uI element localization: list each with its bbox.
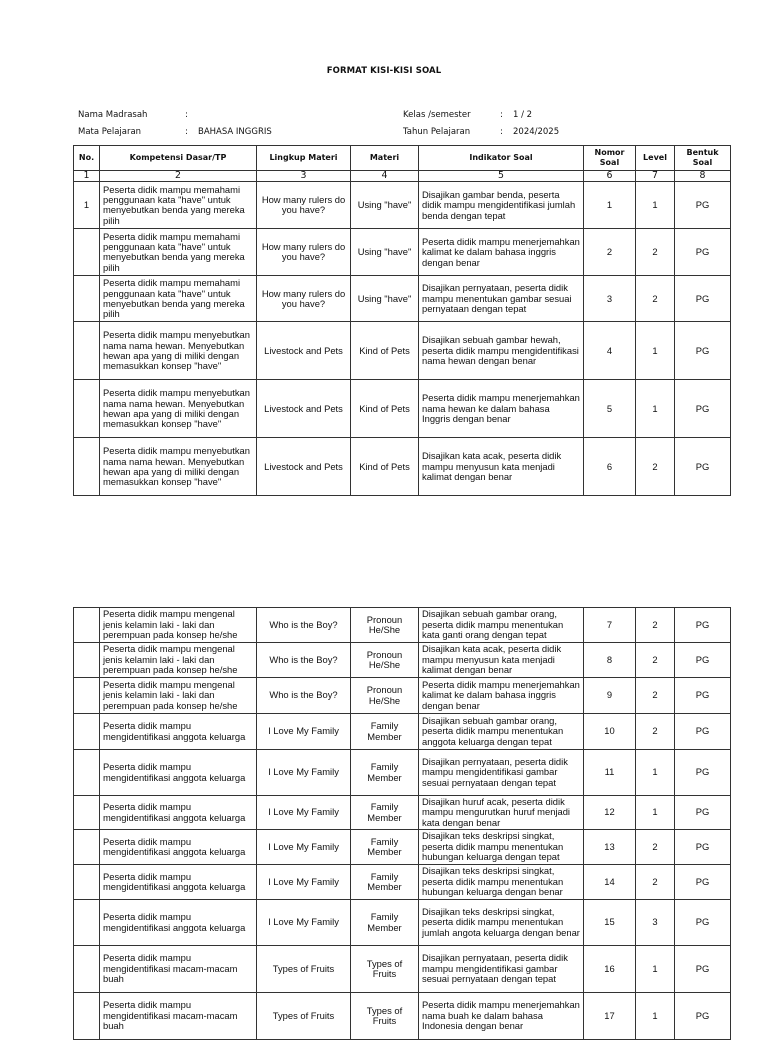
nomor-soal-cell: 4 <box>584 322 636 380</box>
kompetensi-cell: Peserta didik mampu mengidentifikasi anggota keluarga <box>100 865 257 900</box>
header-kompetensi: Kompetensi Dasar/TP <box>100 146 257 171</box>
tahun-separator: : <box>500 127 503 137</box>
materi-cell: Using "have" <box>351 182 419 229</box>
header-no: No. <box>74 146 100 171</box>
table-row <box>74 322 731 380</box>
header-bentuk-soal: Bentuk Soal <box>675 146 731 171</box>
nomor-soal-cell: 12 <box>584 796 636 830</box>
materi-cell: Pronoun He/She <box>351 678 419 714</box>
indikator-cell: Disajikan pernyataan, peserta didik mampu mengidentifikasi gambar sesuai pernyataan dengan tepat <box>419 750 584 796</box>
kompetensi-cell: Peserta didik mampu mengidentifikasi anggota keluarga <box>100 796 257 830</box>
document-title: FORMAT KISI-KISI SOAL <box>326 66 442 76</box>
column-number: 7 <box>636 171 675 182</box>
indikator-cell: Disajikan sebuah gambar orang, peserta didik mampu menentukan anggota keluarga dengan tepat <box>419 714 584 750</box>
column-number: 8 <box>675 171 731 182</box>
indikator-cell: Disajikan pernyataan, peserta didik mampu mengidentifikasi gambar sesuai pernyataan dengan tepat <box>419 946 584 993</box>
lingkup-cell: Who is the Boy? <box>257 678 351 714</box>
indikator-cell: Peserta didik mampu menerjemahkan nama buah ke dalam bahasa Indonesia dengan benar <box>419 993 584 1040</box>
bentuk-soal-cell: PG <box>675 900 731 946</box>
level-cell: 3 <box>636 900 675 946</box>
indikator-cell: Disajikan sebuah gambar orang, peserta didik mampu menentukan kata ganti orang dengan tepat <box>419 608 584 643</box>
tahun-value: 2024/2025 <box>513 127 560 137</box>
kompetensi-cell: Peserta didik mampu menyebutkan nama nama hewan. Menyebutkan hewan apa yang di miliki dengan memasukkan konsep "have" <box>100 380 257 438</box>
table-body-page-1 <box>74 182 731 496</box>
bentuk-soal-cell: PG <box>675 380 731 438</box>
table-body-page-2 <box>74 608 731 1040</box>
materi-cell: Family Member <box>351 714 419 750</box>
column-number: 2 <box>100 171 257 182</box>
table-row <box>74 750 731 796</box>
kompetensi-cell: Peserta didik mampu mengidentifikasi macam-macam buah <box>100 946 257 993</box>
bentuk-soal-cell: PG <box>675 678 731 714</box>
materi-cell: Family Member <box>351 865 419 900</box>
lingkup-cell: I Love My Family <box>257 714 351 750</box>
kompetensi-cell: Peserta didik mampu mengenal jenis kelamin laki - laki dan perempuan pada konsep he/she <box>100 678 257 714</box>
table-row <box>74 276 731 322</box>
lingkup-cell: Who is the Boy? <box>257 608 351 643</box>
level-cell: 1 <box>636 946 675 993</box>
table-row <box>74 438 731 496</box>
materi-cell: Using "have" <box>351 276 419 322</box>
table-row <box>74 714 731 750</box>
header-level: Level <box>636 146 675 171</box>
indikator-cell: Disajikan pernyataan, peserta didik mampu menentukan gambar sesuai pernyataan dengan tepat <box>419 276 584 322</box>
level-cell: 1 <box>636 182 675 229</box>
kompetensi-cell: Peserta didik mampu mengenal jenis kelamin laki - laki dan perempuan pada konsep he/she <box>100 643 257 678</box>
indikator-cell: Disajikan teks deskripsi singkat, peserta didik mampu menentukan jumlah angota keluarga dengan benar <box>419 900 584 946</box>
nomor-soal-cell: 15 <box>584 900 636 946</box>
nomor-soal-cell: 16 <box>584 946 636 993</box>
row-number <box>74 993 100 1040</box>
table-row <box>74 643 731 678</box>
kompetensi-cell: Peserta didik mampu memahami penggunaan kata "have" untuk menyebutkan benda yang mereka pilih <box>100 276 257 322</box>
lingkup-cell: Types of Fruits <box>257 993 351 1040</box>
lingkup-cell: Livestock and Pets <box>257 322 351 380</box>
bentuk-soal-cell: PG <box>675 438 731 496</box>
row-number <box>74 750 100 796</box>
column-number: 5 <box>419 171 584 182</box>
lingkup-cell: Types of Fruits <box>257 946 351 993</box>
table-row <box>74 608 731 643</box>
materi-cell: Family Member <box>351 796 419 830</box>
kompetensi-cell: Peserta didik mampu mengidentifikasi anggota keluarga <box>100 750 257 796</box>
indikator-cell: Disajikan huruf acak, peserta didik mampu mengurutkan huruf menjadi kata dengan benar <box>419 796 584 830</box>
kisi-kisi-table-page-1 <box>73 145 731 496</box>
materi-cell: Family Member <box>351 750 419 796</box>
bentuk-soal-cell: PG <box>675 276 731 322</box>
header-materi: Materi <box>351 146 419 171</box>
nomor-soal-cell: 9 <box>584 678 636 714</box>
bentuk-soal-cell: PG <box>675 322 731 380</box>
header-indikator: Indikator Soal <box>419 146 584 171</box>
column-number-row <box>74 171 731 182</box>
kelas-label: Kelas /semester <box>403 110 471 120</box>
level-cell: 2 <box>636 643 675 678</box>
level-cell: 1 <box>636 322 675 380</box>
row-number <box>74 380 100 438</box>
row-number <box>74 229 100 276</box>
level-cell: 1 <box>636 796 675 830</box>
kompetensi-cell: Peserta didik mampu menyebutkan nama nama hewan. Menyebutkan hewan apa yang di miliki dengan memasukkan konsep "have" <box>100 438 257 496</box>
level-cell: 1 <box>636 750 675 796</box>
materi-cell: Kind of Pets <box>351 380 419 438</box>
materi-cell: Kind of Pets <box>351 438 419 496</box>
row-number <box>74 796 100 830</box>
madrasah-label: Nama Madrasah <box>78 110 148 120</box>
kompetensi-cell: Peserta didik mampu mengidentifikasi anggota keluarga <box>100 900 257 946</box>
table-row <box>74 946 731 993</box>
column-number: 3 <box>257 171 351 182</box>
lingkup-cell: How many rulers do you have? <box>257 182 351 229</box>
kompetensi-cell: Peserta didik mampu memahami penggunaan kata "have" untuk menyebutkan benda yang mereka pilih <box>100 182 257 229</box>
row-number <box>74 865 100 900</box>
bentuk-soal-cell: PG <box>675 993 731 1040</box>
bentuk-soal-cell: PG <box>675 865 731 900</box>
bentuk-soal-cell: PG <box>675 946 731 993</box>
kelas-separator: : <box>500 110 503 120</box>
nomor-soal-cell: 5 <box>584 380 636 438</box>
indikator-cell: Disajikan kata acak, peserta didik mampu menyusun kata menjadi kalimat dengan benar <box>419 438 584 496</box>
table-row <box>74 796 731 830</box>
bentuk-soal-cell: PG <box>675 643 731 678</box>
level-cell: 2 <box>636 438 675 496</box>
table-row <box>74 678 731 714</box>
tahun-label: Tahun Pelajaran <box>403 127 471 137</box>
lingkup-cell: How many rulers do you have? <box>257 276 351 322</box>
nomor-soal-cell: 2 <box>584 229 636 276</box>
materi-cell: Types of Fruits <box>351 946 419 993</box>
level-cell: 2 <box>636 678 675 714</box>
lingkup-cell: I Love My Family <box>257 865 351 900</box>
level-cell: 2 <box>636 608 675 643</box>
table-row <box>74 830 731 865</box>
nomor-soal-cell: 8 <box>584 643 636 678</box>
lingkup-cell: I Love My Family <box>257 900 351 946</box>
nomor-soal-cell: 10 <box>584 714 636 750</box>
level-cell: 2 <box>636 830 675 865</box>
row-number <box>74 608 100 643</box>
row-number: 1 <box>74 182 100 229</box>
kompetensi-cell: Peserta didik mampu mengenal jenis kelamin laki - laki dan perempuan pada konsep he/she <box>100 608 257 643</box>
column-number: 1 <box>74 171 100 182</box>
bentuk-soal-cell: PG <box>675 608 731 643</box>
row-number <box>74 643 100 678</box>
row-number <box>74 322 100 380</box>
indikator-cell: Disajikan teks deskripsi singkat, peserta didik mampu menentukan hubungan keluarga dengan tepat <box>419 830 584 865</box>
row-number <box>74 830 100 865</box>
row-number <box>74 946 100 993</box>
nomor-soal-cell: 13 <box>584 830 636 865</box>
nomor-soal-cell: 3 <box>584 276 636 322</box>
table-row <box>74 900 731 946</box>
kompetensi-cell: Peserta didik mampu memahami penggunaan kata "have" untuk menyebutkan benda yang mereka pilih <box>100 229 257 276</box>
table-row <box>74 182 731 229</box>
indikator-cell: Disajikan sebuah gambar hewah, peserta didik mampu mengidentifikasi nama hewan dengan benar <box>419 322 584 380</box>
indikator-cell: Disajikan gambar benda, peserta didik mampu mengidentifikasi jumlah benda dengan tepat <box>419 182 584 229</box>
header-row <box>74 146 731 171</box>
bentuk-soal-cell: PG <box>675 750 731 796</box>
table-row <box>74 380 731 438</box>
bentuk-soal-cell: PG <box>675 229 731 276</box>
mapel-separator: : <box>185 127 188 137</box>
row-number <box>74 438 100 496</box>
mapel-value: BAHASA INGGRIS <box>198 127 272 137</box>
table-row <box>74 865 731 900</box>
materi-cell: Pronoun He/She <box>351 643 419 678</box>
materi-cell: Kind of Pets <box>351 322 419 380</box>
bentuk-soal-cell: PG <box>675 182 731 229</box>
lingkup-cell: Livestock and Pets <box>257 380 351 438</box>
header-nomor-soal: Nomor Soal <box>584 146 636 171</box>
madrasah-separator: : <box>185 110 188 120</box>
level-cell: 1 <box>636 380 675 438</box>
lingkup-cell: Livestock and Pets <box>257 438 351 496</box>
materi-cell: Using "have" <box>351 229 419 276</box>
nomor-soal-cell: 7 <box>584 608 636 643</box>
indikator-cell: Disajikan teks deskripsi singkat, peserta didik mampu menentukan hubungan keluarga dengan benar <box>419 865 584 900</box>
materi-cell: Family Member <box>351 830 419 865</box>
row-number <box>74 678 100 714</box>
indikator-cell: Disajikan kata acak, peserta didik mampu menyusun kata menjadi kalimat dengan benar <box>419 643 584 678</box>
bentuk-soal-cell: PG <box>675 714 731 750</box>
nomor-soal-cell: 1 <box>584 182 636 229</box>
materi-cell: Family Member <box>351 900 419 946</box>
column-number: 6 <box>584 171 636 182</box>
table-row <box>74 229 731 276</box>
level-cell: 2 <box>636 714 675 750</box>
row-number <box>74 276 100 322</box>
kisi-kisi-table-page-2 <box>73 607 731 1040</box>
nomor-soal-cell: 6 <box>584 438 636 496</box>
lingkup-cell: Who is the Boy? <box>257 643 351 678</box>
materi-cell: Pronoun He/She <box>351 608 419 643</box>
row-number <box>74 900 100 946</box>
level-cell: 2 <box>636 276 675 322</box>
kompetensi-cell: Peserta didik mampu mengidentifikasi anggota keluarga <box>100 830 257 865</box>
column-number: 4 <box>351 171 419 182</box>
lingkup-cell: I Love My Family <box>257 796 351 830</box>
table-row <box>74 993 731 1040</box>
indikator-cell: Peserta didik mampu menerjemahkan kalimat ke dalam bahasa inggris dengan benar <box>419 678 584 714</box>
indikator-cell: Peserta didik mampu menerjemahkan nama hewan ke dalam bahasa Inggris dengan benar <box>419 380 584 438</box>
lingkup-cell: How many rulers do you have? <box>257 229 351 276</box>
nomor-soal-cell: 17 <box>584 993 636 1040</box>
kompetensi-cell: Peserta didik mampu menyebutkan nama nama hewan. Menyebutkan hewan apa yang di miliki dengan memasukkan konsep "have" <box>100 322 257 380</box>
lingkup-cell: I Love My Family <box>257 750 351 796</box>
indikator-cell: Peserta didik mampu menerjemahkan kalimat ke dalam bahasa inggris dengan benar <box>419 229 584 276</box>
level-cell: 2 <box>636 229 675 276</box>
kelas-value: 1 / 2 <box>513 110 533 120</box>
header-lingkup: Lingkup Materi <box>257 146 351 171</box>
level-cell: 1 <box>636 993 675 1040</box>
bentuk-soal-cell: PG <box>675 830 731 865</box>
nomor-soal-cell: 14 <box>584 865 636 900</box>
mapel-label: Mata Pelajaran <box>78 127 142 137</box>
kompetensi-cell: Peserta didik mampu mengidentifikasi macam-macam buah <box>100 993 257 1040</box>
row-number <box>74 714 100 750</box>
level-cell: 2 <box>636 865 675 900</box>
materi-cell: Types of Fruits <box>351 993 419 1040</box>
lingkup-cell: I Love My Family <box>257 830 351 865</box>
kompetensi-cell: Peserta didik mampu mengidentifikasi anggota keluarga <box>100 714 257 750</box>
bentuk-soal-cell: PG <box>675 796 731 830</box>
nomor-soal-cell: 11 <box>584 750 636 796</box>
